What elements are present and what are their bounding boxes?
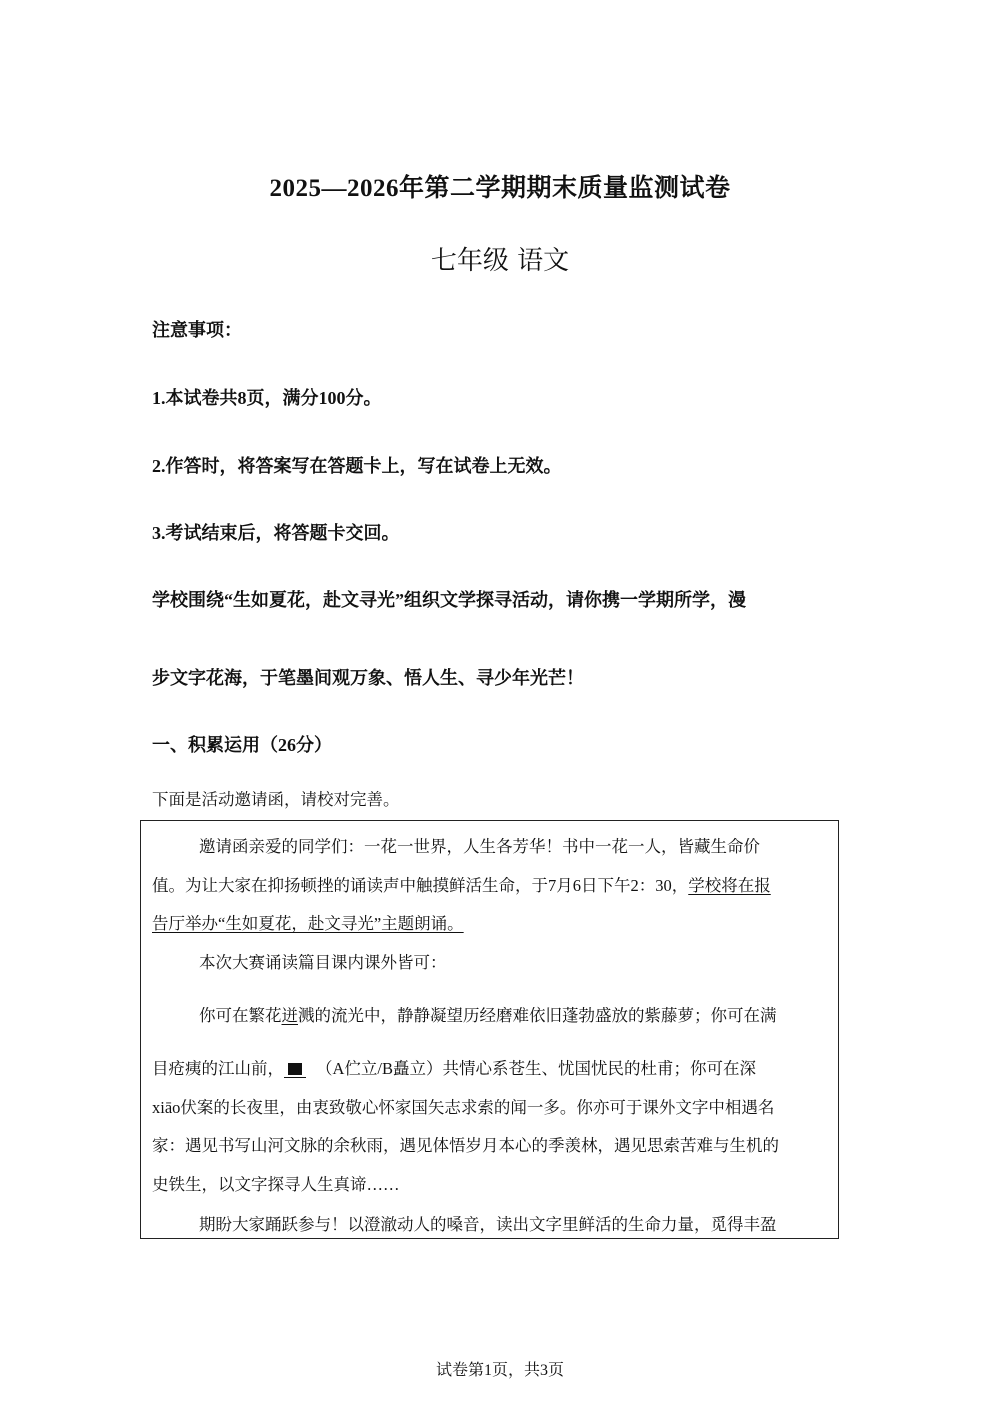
exam-subtitle: 七年级 语文 [430, 246, 570, 276]
intro-line-1: 学校围绕“生如夏花，赴文寻光”组织文学探寻活动，请你携一学期所学，漫 [152, 590, 746, 610]
invitation-line: 值。为让大家在抑扬顿挫的诵读声中触摸鲜活生命，于7月6日下午2：30，学校将在报 [152, 876, 771, 895]
invitation-line: 本次大赛诵读篇目课内课外皆可： [199, 953, 447, 972]
notes-heading: 注意事项： [152, 320, 242, 340]
section-heading: 一、积累运用（26分） [152, 735, 332, 755]
note-item-1: 1.本试卷共8页，满分100分。 [152, 388, 382, 408]
invitation-line: 史铁生，以文字探寻人生真谛…… [152, 1175, 400, 1194]
exam-title: 2025—2026年第二学期期末质量监测试卷 [269, 175, 731, 202]
black-square-icon [288, 1063, 302, 1075]
note-item-2: 2.作答时，将答案写在答题卡上，写在试卷上无效。 [152, 456, 562, 476]
invitation-line: xiāo伏案的长夜里，由衷致敬心怀家国矢志求索的闻一多。你亦可于课外文字中相遇名 [152, 1098, 775, 1117]
page-footer: 试卷第1页，共3页 [435, 1362, 564, 1379]
answer-blank [284, 1061, 306, 1078]
invitation-line: 你可在繁花迸溅的流光中，静静凝望历经磨难依旧蓬勃盛放的紫藤萝；你可在满 [199, 1006, 777, 1025]
invitation-line: 期盼大家踊跃参与！以澄澈动人的嗓音，读出文字里鲜活的生命力量，觅得丰盈 [199, 1215, 777, 1234]
section-instruction: 下面是活动邀请函，请校对完善。 [152, 790, 400, 809]
invitation-line: 家：遇见书写山河文脉的余秋雨，遇见体悟岁月本心的季羡林，遇见思索苦难与生机的 [152, 1136, 779, 1155]
invitation-line: 邀请函亲爱的同学们：一花一世界，人生各芳华！书中一花一人，皆藏生命价 [199, 837, 760, 856]
underlined-sentence: 学校将在报 [688, 876, 771, 895]
intro-line-2: 步文字花海，于笔墨间观万象、悟人生、寻少年光芒！ [152, 668, 584, 688]
invitation-line: 目疮痍的江山前， （A伫立/B矗立）共情心系苍生、忧国忧民的杜甫；你可在深 [152, 1059, 757, 1078]
underlined-char: 迸 [281, 1006, 298, 1025]
note-item-3: 3.考试结束后，将答题卡交回。 [152, 523, 400, 543]
underlined-sentence: 告厅举办“生如夏花，赴文寻光”主题朗诵。 [152, 914, 464, 933]
invitation-box [140, 820, 839, 1239]
